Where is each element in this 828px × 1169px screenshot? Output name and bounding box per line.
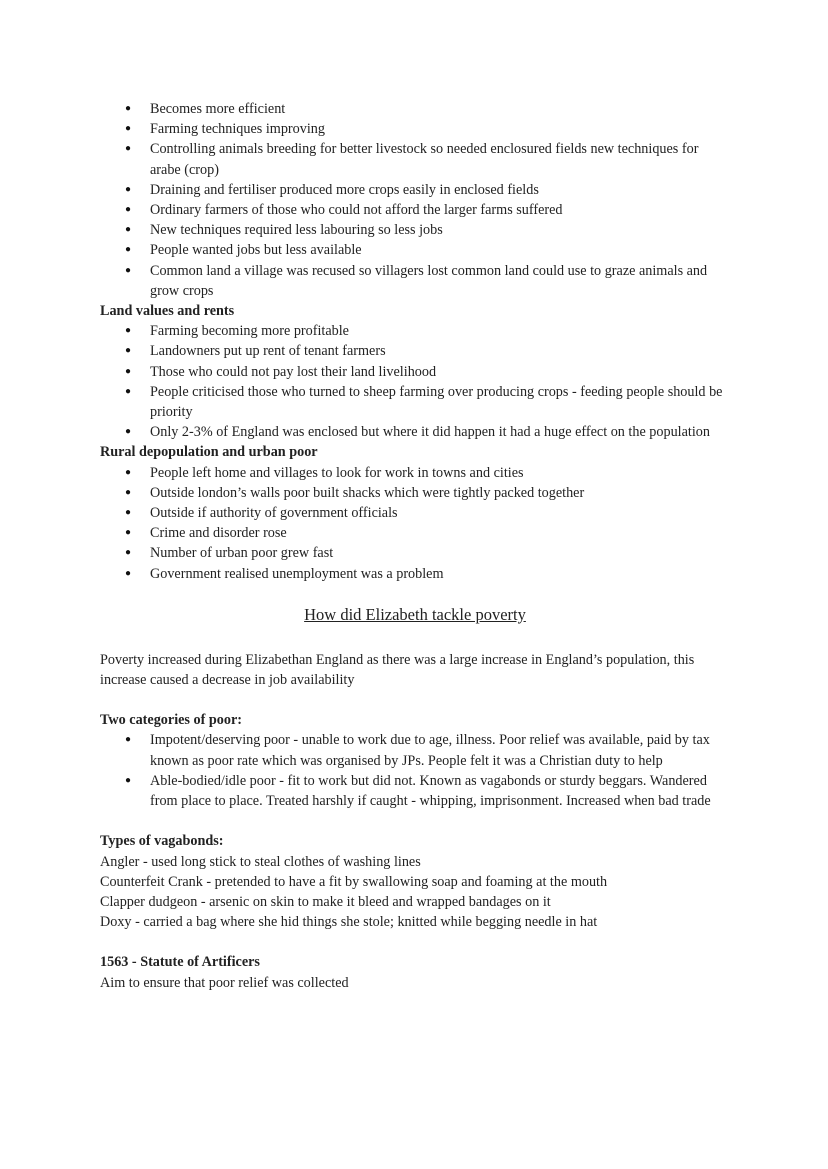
land-values-heading: Land values and rents [100,303,235,320]
land-values-list [100,321,730,442]
list-item: ● Government realised unemployment was a problem [150,564,730,584]
list-item: ● Those who could not pay lost their land livelihood [150,362,730,382]
vagabond-line: Counterfeit Crank - pretended to have a fit by swallowing soap and foaming at the mouth [100,873,608,890]
vagabonds-heading: Types of vagabonds: [100,833,224,850]
list-item: ● Landowners put up rent of tenant farmers [150,341,730,361]
list-item: ● Controlling animals breeding for better livestock so needed enclosured fields new techniques for arabe (crop) [150,139,730,179]
statute-text: Aim to ensure that poor relief was collected [100,974,349,991]
list-item: ● New techniques required less labouring so less jobs [150,220,730,240]
spacer [100,690,730,710]
list-item: ● Farming techniques improving [150,119,730,139]
list-item: ● Impotent/deserving poor - unable to work due to age, illness. Poor relief was available, paid by tax known as poor rate which was organised by JPs. People felt it was a Christian duty to help [150,730,730,770]
list-item: ● Draining and fertiliser produced more crops easily in enclosed fields [150,180,730,200]
list-item: ● People wanted jobs but less available [150,240,730,260]
list-item: ● Ordinary farmers of those who could not afford the larger farms suffered [150,200,730,220]
list-item: ● People criticised those who turned to sheep farming over producing crops - feeding people should be priority [150,382,730,422]
vagabond-line: Doxy - carried a bag where she hid things she stole; knitted while begging needle in hat [100,914,598,931]
statute-heading: 1563 - Statute of Artificers [100,954,260,971]
intro-paragraph: Poverty increased during Elizabethan England as there was a large increase in England’s population, this increase caused a decrease in job availability [100,651,695,689]
list-item: ● Common land a village was recused so villagers lost common land could use to graze animals and grow crops [150,261,730,301]
spacer [100,811,730,831]
rural-depopulation-list [100,463,730,584]
vagabond-line: Clapper dudgeon - arsenic on skin to make it bleed and wrapped bandages on it [100,893,551,910]
intro-bullet-list [100,99,730,301]
categories-heading: Two categories of poor: [100,712,242,729]
list-item: ● Only 2-3% of England was enclosed but where it did happen it had a huge effect on the population [150,422,730,442]
rural-depopulation-heading: Rural depopulation and urban poor [100,444,318,461]
list-item: ● Outside if authority of government officials [150,503,730,523]
list-item: ● Outside london’s walls poor built shacks which were tightly packed together [150,483,730,503]
list-item: ● Able-bodied/idle poor - fit to work but did not. Known as vagabonds or sturdy beggars. Wandered from place to place. Treated harshly if caught - whipping, imprisonment. Increased when bad trade [150,771,730,811]
list-item: ● People left home and villages to look for work in towns and cities [150,463,730,483]
list-item: ● Farming becoming more profitable [150,321,730,341]
spacer [100,932,730,952]
list-item: ● Becomes more efficient [150,99,730,119]
list-item: ● Number of urban poor grew fast [150,543,730,563]
section-title: How did Elizabeth tackle poverty [304,604,526,624]
categories-list [100,730,730,811]
document-page [100,99,730,993]
list-item: ● Crime and disorder rose [150,523,730,543]
vagabond-line: Angler - used long stick to steal clothes of washing lines [100,853,421,870]
